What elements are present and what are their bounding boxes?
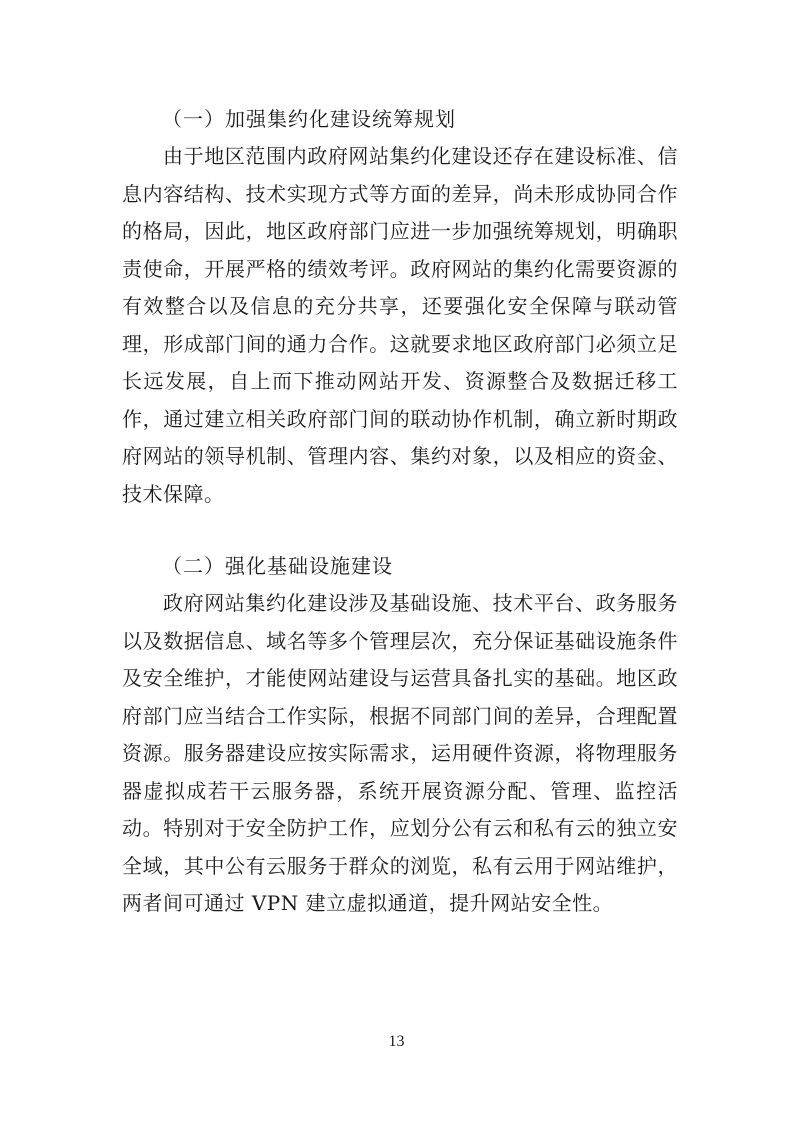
page-number: 13 — [388, 1033, 405, 1050]
section-2-paragraph: 政府网站集约化建设涉及基础设施、技术平台、政务服务以及数据信息、域名等多个管理层次，充分保证基础设施条件及安全维护，才能使网站建设与运营具备扎实的基础。地区政府部门应当结合工作实际，根据不同部门间的差异，合理配置资源。服务器建设应按实际需求，运用硬件资源，将物理服务器虚拟成若干云服务器，系统开展资源分配、管理、监控活动。特别对于安全防护工作，应划分公有云和私有云的独立安全域，其中公有云服务于群众的浏览，私有云用于网站维护，两者间可通过 VPN 建立虚拟通道，提升网站安全性。 — [122, 591, 678, 915]
section-1-heading: （一）加强集约化建设统筹规划 — [162, 107, 456, 131]
section-2-heading: （二）强化基础设施建设 — [162, 554, 393, 578]
section-2 — [122, 548, 678, 923]
section-1-paragraph: 由于地区范围内政府网站集约化建设还存在建设标准、信息内容结构、技术实现方式等方面的差异，尚未形成协同合作的格局，因此，地区政府部门应进一步加强统筹规划，明确职责使命，开展严格的绩效考评。政府网站的集约化需要资源的有效整合以及信息的充分共享，还要强化安全保障与联动管理，形成部门间的通力合作。这就要求地区政府部门必须立足长远发展，自上而下推动网站开发、资源整合及数据迁移工作，通过建立相关政府部门间的联动协作机制，确立新时期政府网站的领导机制、管理内容、集约对象，以及相应的资金、技术保障。 — [122, 144, 678, 506]
section-1 — [122, 101, 678, 513]
